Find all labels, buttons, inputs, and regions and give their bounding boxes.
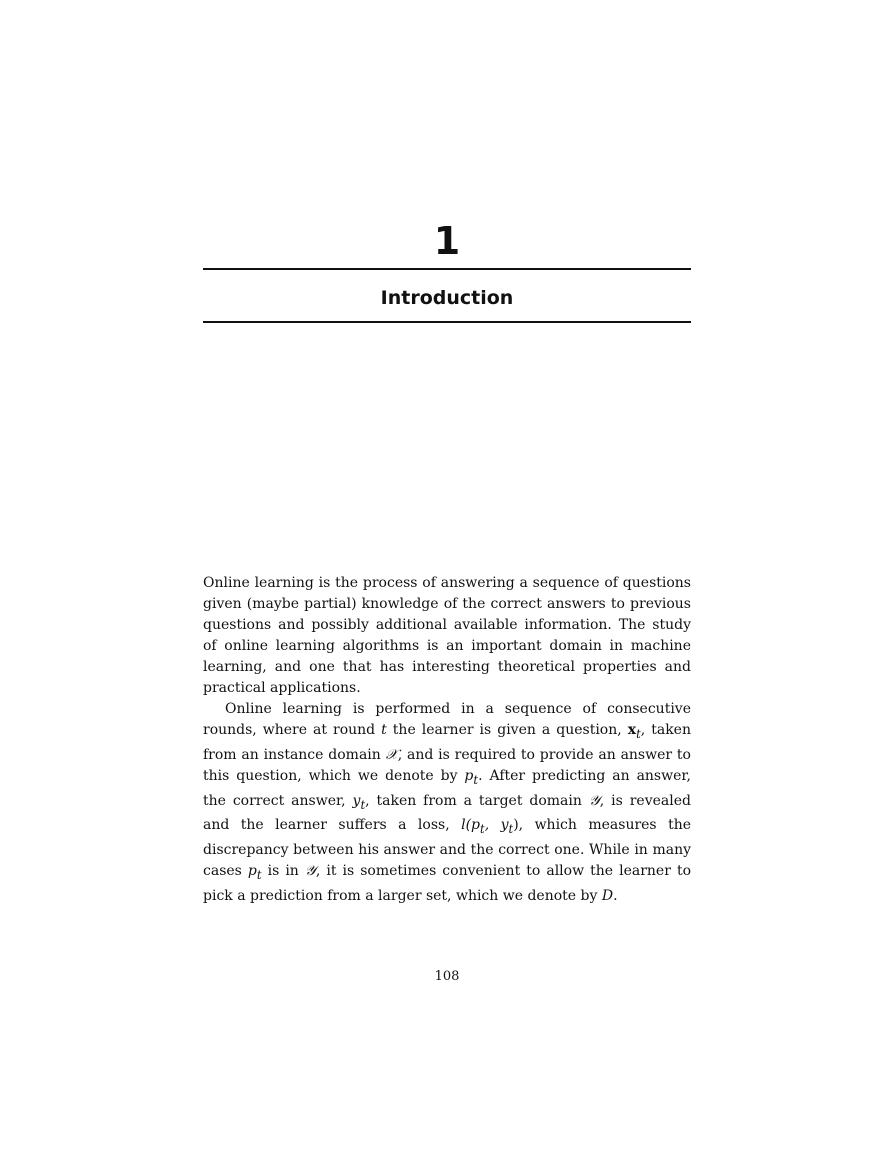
math-subscript: t [636, 726, 641, 741]
paragraph-2 [203, 699, 691, 907]
text-segment: the learner is given a question, [386, 722, 628, 738]
chapter-title: Introduction [380, 287, 514, 309]
math-answer-y: y [352, 792, 361, 809]
math-prediction-p: p [464, 767, 474, 784]
text-segment: , and is required to provide an answer to this question, which we denote by [203, 746, 691, 784]
text-segment: . [613, 887, 618, 904]
text-segment: . After predicting an answer, the correct answer, [203, 767, 691, 809]
text-segment: , taken from a target domain [365, 792, 589, 809]
math-subscript: t [480, 822, 485, 837]
math-subscript: t [360, 797, 366, 812]
chapter-rule-bottom [203, 321, 691, 323]
paragraph-1: Online learning is the process of answering a sequence of questions given (maybe partial) knowledge of the correct answers to previous questions and possibly additional available information. The study of online learning algorithms is an important domain in machine learning, and one that has interesting theoretical properties and practical applications. [203, 575, 691, 696]
math-question-x: x [627, 722, 637, 738]
page-number: 108 [434, 969, 460, 984]
math-prediction-p: p [247, 863, 257, 880]
text-segment: , taken from an instance domain [203, 722, 691, 763]
text-segment: , which measures the discrepancy between his answer and the correct one. While in many cases [203, 817, 691, 880]
chapter-number: 1 [433, 219, 461, 263]
chapter-rule-top [203, 268, 691, 270]
text-segment: , it is sometimes convenient to allow the learner to pick a prediction from a larger set, which we denote by [203, 863, 691, 904]
math-loss [461, 817, 519, 837]
math-target-domain: 𝒴 [304, 863, 316, 880]
math-subscript: t [508, 822, 514, 837]
math-loss-open: l(p [461, 817, 481, 834]
text-segment: is in [261, 863, 305, 880]
text-segment: , is revealed and the learner suffers a loss, [203, 792, 691, 834]
math-round-t: t [381, 722, 387, 738]
math-instance-domain: 𝒳 [385, 746, 398, 763]
math-subscript: t [256, 867, 262, 882]
math-loss-mid: , y [484, 817, 509, 834]
text-segment: Online learning is performed in a sequence of consecutive rounds, where at round [203, 701, 691, 738]
math-subscript: t [473, 772, 479, 787]
body-text [203, 573, 691, 907]
math-prediction-set: D [601, 887, 614, 904]
math-loss-close: ) [513, 817, 519, 834]
math-target-domain: 𝒴 [588, 792, 600, 809]
